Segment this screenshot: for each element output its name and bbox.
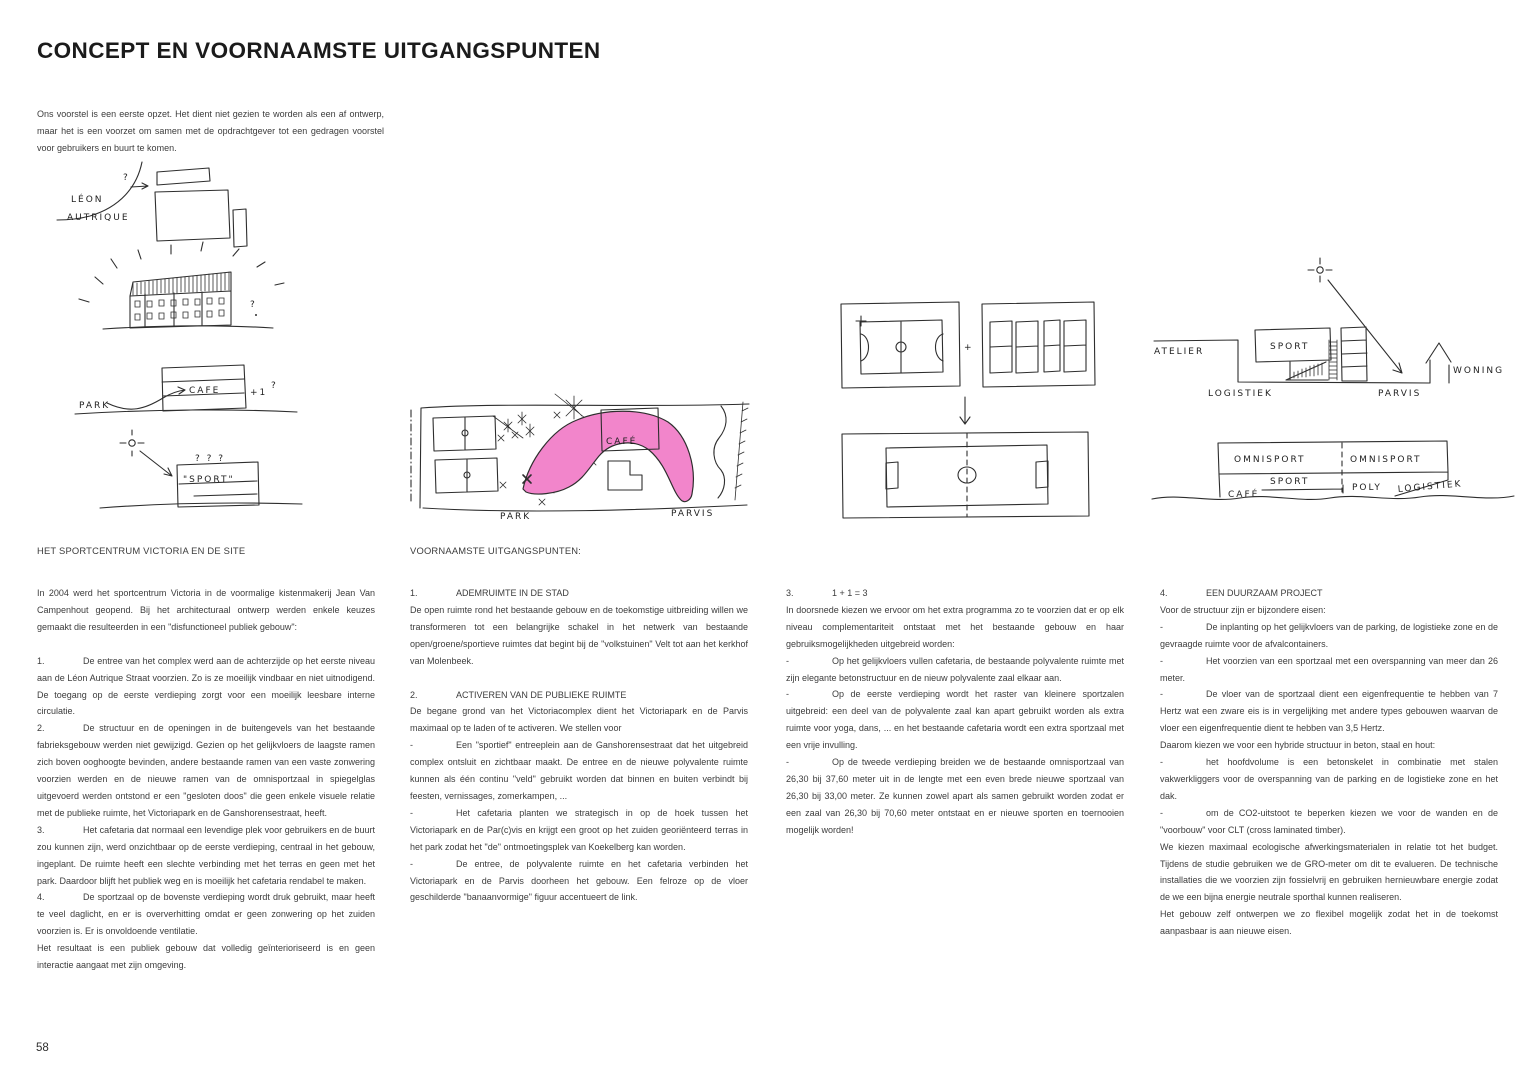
- paragraph-marker: -: [1160, 689, 1163, 700]
- paragraph: [37, 889, 375, 940]
- column-heading: [786, 543, 1124, 559]
- paragraph: [410, 737, 748, 805]
- sport-level-label: SPORT: [1270, 477, 1310, 487]
- sun-circle: [1317, 267, 1323, 273]
- logistiek-slope-label: LOGISTIEK: [1397, 479, 1463, 495]
- sun-level-icon: [1308, 258, 1332, 282]
- omnisport-right-label: OMNISPORT: [1350, 455, 1422, 465]
- plus-sign: +: [964, 343, 974, 353]
- paragraph-text: Daarom kiezen we voor een hybride structuur in beton, staal en hout:: [1160, 740, 1436, 751]
- paragraph: [37, 585, 375, 636]
- main-building-outline: [155, 190, 230, 241]
- down-arrow: [140, 451, 172, 476]
- cafe-label: CAFÉ: [606, 437, 638, 447]
- column-grid: [1341, 327, 1367, 381]
- paragraph-text: Voor de structuur zijn er bijzondere eisen:: [1160, 604, 1326, 615]
- paragraph-text: Het voorzien van een sportzaal met een overspanning van meer dan 26 meter.: [1160, 655, 1498, 683]
- intro-paragraph: Ons voorstel is een eerste opzet. Het dient niet gezien te worden als een af ontwerp, maar het is een voorzet om samen met de opdrachtgever tot een gedragen voorstel voor gebruikers en buurt te komen.: [37, 109, 384, 153]
- paragraph-text: het hoofdvolume is een betonskelet in combinatie met stalen vakwerkliggers voor de overspanning van de parking en de logistieke zone en het dak.: [1160, 757, 1498, 801]
- paragraph-marker: -: [1160, 621, 1163, 632]
- paragraph-text: ADEMRUIMTE IN DE STAD: [456, 588, 569, 598]
- paragraph: [410, 585, 748, 602]
- column-heading: VOORNAAMSTE UITGANGSPUNTEN:: [410, 545, 582, 556]
- annex-outline: [157, 168, 210, 185]
- paragraph: [37, 720, 375, 821]
- sport-label: "SPORT": [183, 475, 235, 485]
- paragraph-marker: -: [1160, 807, 1163, 818]
- paragraph: [37, 653, 375, 721]
- park-to-cafe-arrow: [107, 387, 185, 409]
- paragraph-marker: 1.: [37, 655, 45, 666]
- paragraph-marker: 4.: [37, 892, 45, 903]
- paragraph-text: Op het gelijkvloers vullen cafetaria, de bestaande polyvalente ruimte met zijn elegante betonstructuur en de nieuw polyvalente zaal elkaar aan.: [786, 655, 1124, 683]
- building-footprint: [608, 461, 642, 490]
- column-uitgangspunten: [410, 543, 748, 906]
- paragraph: [37, 822, 375, 890]
- paragraph: [1160, 619, 1498, 653]
- sketch-long-section: [1150, 240, 1520, 520]
- basketball-court: [856, 316, 943, 374]
- paragraph-text: Op de tweede verdieping breiden we de bestaande omnisportzaal van 26,30 bij 37,60 meter uit in de lengte met een even brede nieuwe sportzaal van 26,30 bij 33,00 meter. Ze kunnen zowel apart als samen gebruikt worden zodat er een zaal van 26,30 bij 70,60 meter ontstaat en er nieuwe sporten en toernooien mogelijk worden!: [786, 757, 1124, 835]
- question-label: ?: [123, 173, 130, 183]
- paragraph-text: Het gebouw zelf ontwerpen we zo flexibel mogelijk zodat het in de toekomst aanpasbaar is aan nieuwe eisen.: [1160, 909, 1498, 937]
- parvis-label: PARVIS: [671, 509, 715, 519]
- page-title: CONCEPT EN VOORNAAMSTE UITGANGSPUNTEN: [37, 38, 601, 63]
- paragraph-marker: -: [1160, 655, 1163, 666]
- house-outline: [1426, 343, 1451, 383]
- paragraph: [786, 653, 1124, 687]
- paragraph-text: We kiezen maximaal ecologische afwerkingsmaterialen in relatie tot het budget. Tijdens de studie gebruiken we de GRO-meter om dit te evalueren. De technische installaties die we voorzien zijn fossielvrij en gebruiken hernieuwbare energie zodat de we een bijna energie neutrale sporthal kunnen realiseren.: [1160, 841, 1498, 903]
- street-label-line2: AUTRIQUE: [67, 213, 130, 223]
- sketch-section-sport: [100, 430, 302, 508]
- cafe-label: CAFE: [189, 386, 221, 396]
- paragraph: [786, 754, 1124, 839]
- paragraph: [1160, 686, 1498, 737]
- sport-label: SPORT: [1270, 342, 1310, 352]
- atelier-label: ATELIER: [1154, 347, 1205, 357]
- sketch-combine-courts: [830, 282, 1100, 522]
- paragraph-text: In doorsnede kiezen we ervoor om het extra programma zo te voorzien dat er op elk niveau complementariteit ontstaat met het bestaande gebouw en haar gebruiksmogelijkheden uitgebreid worden:: [786, 604, 1124, 649]
- park-label: PARK: [79, 401, 111, 411]
- paragraph: [1160, 585, 1498, 602]
- plus-one-label: +1: [250, 388, 268, 398]
- sketch-banana-plan: [405, 386, 770, 531]
- paragraph-text: om de CO2-uitstoot te beperken kiezen we voor de wanden en de "voorbouw" voor CLT (cross laminated timber).: [1160, 807, 1498, 835]
- sketch-site-studies: [45, 162, 330, 512]
- paragraph-text: ACTIVEREN VAN DE PUBLIEKE RUIMTE: [456, 689, 627, 700]
- paragraph: [1160, 653, 1498, 687]
- ground-line: [100, 503, 302, 508]
- paragraph-text: De entree, de polyvalente ruimte en het cafetaria verbinden het Victoriapark en de Parvis doorheen het gebouw. Een felroze op de vloer geschilderde "banaanvormige" figuur accentueert de link.: [410, 858, 748, 903]
- paragraph: [1160, 737, 1498, 754]
- page-number: 58: [36, 1042, 49, 1054]
- road-curve: [57, 162, 142, 220]
- paragraph-text: De vloer van de sportzaal dient een eigenfrequentie te hebben van 7 Hertz wat een zware eis is in vergelijking met andere types gebouwen waarvan de vloer een eigenfrequentie dient te hebben van 3,5 Hertz.: [1160, 689, 1498, 734]
- sun-circle: [129, 440, 135, 446]
- paragraph: [1160, 602, 1498, 619]
- paragraph-marker: -: [786, 655, 789, 666]
- small-courts: [990, 320, 1086, 373]
- sketch-site-plan: [57, 162, 247, 247]
- paragraph-text: Het cafetaria dat normaal een levendige plek voor gebruikers en de buurt zou kunnen zijn, werd onzichtbaar op de eerste verdieping, centraal in het gebouw, ingeplant. De ruimte heeft een slechte verbinding met het terras en geen met het park. Daardoor blijft het publiek weg en is moeilijk het cafetaria rendabel te maken.: [37, 824, 375, 886]
- column-duurzaam: [1160, 543, 1498, 940]
- paragraph: [786, 686, 1124, 754]
- facade-outline: [130, 291, 231, 328]
- question-label: ?: [250, 300, 257, 310]
- sports-court-1: [433, 416, 496, 451]
- paragraph-marker: -: [410, 858, 413, 869]
- paragraph-marker: -: [786, 689, 789, 700]
- paragraph: [786, 602, 1124, 653]
- wavy-ground: [1152, 496, 1514, 500]
- column-heading: HET SPORTCENTRUM VICTORIA EN DE SITE: [37, 545, 246, 556]
- paragraph-marker: -: [1160, 757, 1163, 768]
- paragraph-marker: -: [410, 807, 413, 818]
- paragraph-list: [410, 585, 748, 906]
- paragraph-list: [37, 585, 375, 974]
- paragraph: [410, 703, 748, 737]
- paragraph-marker: 4.: [1160, 588, 1168, 598]
- column-1plus1: [786, 543, 1124, 839]
- paragraph-list: [786, 585, 1124, 839]
- paragraph: [410, 687, 748, 704]
- tree-edge-hatch: [735, 402, 748, 500]
- cafe-label: CAFÉ: [1228, 490, 1260, 500]
- paragraph-text: Op de eerste verdieping wordt het raster van kleinere sportzalen uitgebreid: een deel van de polyvalente zaal kan apart gebruikt worden als extra ruimte voor yoga, dans, ... en het bestaande cafetaria wordt een extra sportzaal met een vrije invulling.: [786, 689, 1124, 751]
- paragraph: [1160, 805, 1498, 839]
- paragraph-text: De sportzaal op de bovenste verdieping wordt druk gebruikt, maar heeft te veel daglicht, en er is oververhitting omdat er geen zonwering op het zuiden voorzien is. Er is onvoldoende ventilatie.: [37, 892, 375, 937]
- paragraph-text: De structuur en de openingen in de buitengevels van het bestaande fabrieksgebouw werden niet gewijzigd. Gezien op het gelijkvloers de laagste ramen zich boven ooghoogte bevinden, andere bestaande ramen van een vaste zonwering voorzien werden en de nieuwe ramen van de omnisportzaal in spiegelglas uitgevoerd werden ontstond er een "gesloten doos" die geen enkele visuele relatie met de publieke ruimte, het Victoriapark en de Ganshorensestraat, heeft.: [37, 723, 375, 818]
- sun-level-icon: [120, 430, 144, 456]
- paragraph-marker: 3.: [786, 588, 794, 598]
- omnisport-left-label: OMNISPORT: [1234, 455, 1306, 465]
- paragraph: [410, 805, 748, 856]
- paragraph: [37, 940, 375, 974]
- paragraph-text: EEN DUURZAAM PROJECT: [1206, 588, 1323, 598]
- questions-label: ? ? ?: [195, 454, 226, 464]
- paragraph-text: In 2004 werd het sportcentrum Victoria in de voormalige kistenmakerij Jean Van Campenhout geopend. Bij het architecturaal ontwerp werden enkele keuzes gemaakt die resulteerden in een "disfunctioneel publiek gebouw":: [37, 588, 375, 632]
- parvis-label: PARVIS: [1378, 389, 1422, 399]
- window-row-lower: [135, 310, 224, 320]
- park-label: PARK: [500, 512, 532, 522]
- paragraph-text: De inplanting op het gelijkvloers van de parking, de logistieke zone en de gevraagde ruimte voor de afvalcontainers.: [1160, 621, 1498, 649]
- paragraph-list: [1160, 585, 1498, 940]
- paragraph-text: 1 + 1 = 3: [832, 588, 868, 598]
- street-label-line1: LÉON: [71, 195, 104, 205]
- sketch-section-cafe: [75, 365, 297, 414]
- paragraph-text: Een "sportief" entreeplein aan de Ganshorensestraat dat het uitgebreid complex ontsluit en zichtbaar maakt. De entree en de nieuwe polyvalente ruimte kunnen als één continu "veld" gebruikt worden dat binnen en buiten verbindt bij feesten, vernissages, zomerkampen, ...: [410, 740, 748, 801]
- court-arcs: [861, 334, 943, 361]
- paragraph-marker: -: [410, 740, 413, 751]
- woning-label: WONING: [1453, 366, 1505, 376]
- logistiek-label: LOGISTIEK: [1208, 389, 1273, 399]
- paragraph-marker: -: [786, 757, 789, 768]
- result-arrow: [960, 397, 970, 424]
- column-victoria-site: [37, 543, 375, 974]
- paragraph: [786, 585, 1124, 602]
- section-drawing: [1154, 258, 1504, 399]
- column-heading: [1160, 543, 1498, 559]
- paragraph: [410, 856, 748, 907]
- window-row-upper: [135, 298, 224, 307]
- paragraph: [1160, 906, 1498, 940]
- paragraph-marker: 2.: [37, 723, 45, 734]
- question-dot: [255, 314, 257, 316]
- side-volume-outline: [233, 209, 247, 247]
- sport-box: [1255, 328, 1331, 380]
- paragraph: [1160, 754, 1498, 805]
- paragraph-text: De open ruimte rond het bestaande gebouw en de toekomstige uitbreiding willen we transformeren tot een belangrijke schakel in het netwerk van bestaande open/groene/sportieve ruimtes dat begint bij de "volkstuinen" Velt tot aan het kerkhof van Molenbeek.: [410, 604, 748, 666]
- sports-court-2: [435, 458, 498, 493]
- question-label: ?: [271, 381, 278, 391]
- stacking-diagram: [1152, 441, 1514, 500]
- tree-edge-wavy: [714, 406, 726, 498]
- poly-label: POLY: [1352, 483, 1382, 493]
- paragraph-marker: 1.: [410, 588, 418, 598]
- paragraph-text: De begane grond van het Victoriacomplex dient het Victoriapark en de Parvis maximaal op te laden of te activeren. We stellen voor: [410, 706, 748, 734]
- paragraph-text: Het cafetaria planten we strategisch in op de hoek tussen het Victoriapark en de Par(c)vis en krijgt een groot op het zuiden georiënteerd terras in het park zodat het "de" ontmoetingsplek van Koekelberg kan worden.: [410, 807, 748, 852]
- paragraph-text: De entree van het complex werd aan de achterzijde op het eerste niveau aan de Léon Autrique Straat voorzien. Zo is ze moeilijk vindbaar en niet uitnodigend. De toegang op de eerste verdieping zorgt voor een moeilijk leesbare interne circulatie.: [37, 655, 375, 717]
- paragraph-text: Het resultaat is een publiek gebouw dat volledig geïnterioriseerd is en geen interactie aangaat met zijn omgeving.: [37, 943, 375, 971]
- paragraph-marker: 3.: [37, 824, 45, 835]
- sketch-elevation: [79, 242, 284, 329]
- paragraph-marker: 2.: [410, 689, 418, 700]
- paragraph: [410, 602, 748, 670]
- paragraph: [1160, 839, 1498, 907]
